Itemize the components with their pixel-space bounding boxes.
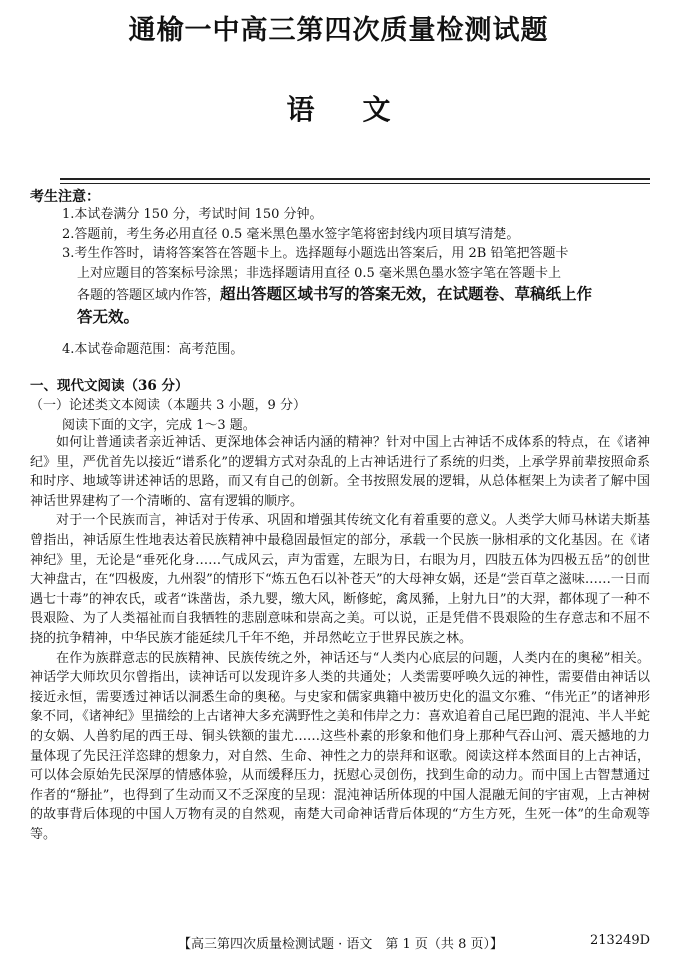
notice-item-2: 2.答题前，考生务必用直径 0.5 毫米黑色墨水签字笔将密封线内项目填写清楚。 xyxy=(62,226,520,242)
notice-bold-warning: 超出答题区域书写的答案无效，在试题卷、草稿纸上作 xyxy=(220,285,593,303)
reading-instruction: 阅读下面的文字，完成 1～3 题。 xyxy=(62,418,256,433)
notice-heading: 考生注意： xyxy=(30,189,100,205)
subsection-heading: （一）论述类文本阅读（本题共 3 小题，9 分） xyxy=(30,398,306,413)
notice-list xyxy=(62,205,652,329)
divider-thick xyxy=(60,178,650,180)
notice-item-1: 1.本试卷满分 150 分，考试时间 150 分钟。 xyxy=(62,207,323,222)
passage xyxy=(30,433,650,844)
notice-bold-warning-end: 答无效。 xyxy=(77,308,140,326)
footer-code: 213249D xyxy=(590,933,651,948)
divider-thin xyxy=(60,183,650,184)
passage-paragraph: 在作为族群意志的民族精神、民族传统之外，神话还与“人类内心底层的问题，人类内在的奥秘”相关。神话学大师坎贝尔曾指出，读神话可以发现许多人类的共通处；人类需要呼唤久远的神性，需要借由神话以接近永恒，需要透过神话以洞悉生命的奥秘。与史家和儒家典籍中被历史化的温文尔雅、“伟光正”的诸神形象不同，《诸神纪》里描绘的上古诸神大多充满野性之美和伟岸之力：喜欢追着自己尾巴跑的混沌、半人半蛇的女娲、人兽豹尾的西王母、铜头铁额的蚩尤……这些朴素的形象和他们身上那种气吞山河、震天撼地的力量体现了先民汪洋恣肆的想象力，对自然、生命、神性之力的崇拜和讴歌。阅读这样本然面目的上古神话，可以体会原始先民深厚的情感体验，从而缓释压力，抚慰心灵创伤，找到生命的动力。而中国上古智慧通过作者的“掰扯”，也得到了生动而又不乏深度的呈现：混沌神话所体现的中国人混融无间的宇宙观，上古神树的故事背后体现的中国人万物有灵的自然观，南楚大司命神话背后体现的“方生方死，生死一体”的生命观等等。 xyxy=(30,650,650,842)
passage-paragraph: 对于一个民族而言，神话对于传承、巩固和增强其传统文化有着重要的意义。人类学大师马林诺夫斯基曾指出，神话原生性地表达着民族精神中最稳固最恒定的部分，承载一个民族一脉相承的文化基因。在《诸神纪》里，无论是“垂死化身……气成风云，声为雷霆，左眼为日，右眼为月，四肢五体为四极五岳”的创世大神盘古，在“四极废，九州裂”的情形下“炼五色石以补苍天”的大母神女娲，还是“尝百草之滋味……一日而遇七十毒”的神农氏，或者“诛凿齿，杀九婴，缴大风，断修蛇，禽凤豨，上射九日”的大羿，都体现了一种不畏艰险、为了人类福祉而自我牺牲的悲剧意味和崇高之美。可以说，正是凭借不畏艰险的生存意志和不屈不挠的抗争精神，中华民族才能延续几千年不绝，并昂然屹立于世界民族之林。 xyxy=(30,513,650,646)
exam-title: 通榆一中高三第四次质量检测试题 xyxy=(128,15,549,46)
footer-label: 【高三第四次质量检测试题 · 语文 第 1 页（共 8 页）】 xyxy=(178,937,503,952)
subject-title: 语文 xyxy=(286,93,439,126)
section-heading: 一、现代文阅读（36 分） xyxy=(30,378,189,394)
notice-item-3c-text: 各题的答题区域内作答， xyxy=(77,288,221,303)
passage-paragraph: 如何让普通读者亲近神话、更深地体会神话内涵的精神？针对中国上古神话不成体系的特点，在《诸神纪》里，严优首先以接近“谱系化”的逻辑方式对杂乱的上古神话进行了系统的归类，上承学界前辈按照命系和时序、地域等讲述神话的思路，而又有自己的创新。全书按照发展的逻辑，从总体框架上为读者了解中国神话世界建构了一个清晰的、富有逻辑的顺序。 xyxy=(30,435,650,509)
notice-item-3b: 上对应题目的答案标号涂黑；非选择题请用直径 0.5 毫米黑色墨水签字笔在答题卡上 xyxy=(77,265,561,281)
notice-item-3c xyxy=(62,283,652,306)
notice-item-3a: 3.考生作答时，请将答案答在答题卡上。选择题每小题选出答案后，用 2B 铅笔把答题卡 xyxy=(62,246,569,261)
notice-item-4: 4.本试卷命题范围：高考范围。 xyxy=(62,342,244,357)
